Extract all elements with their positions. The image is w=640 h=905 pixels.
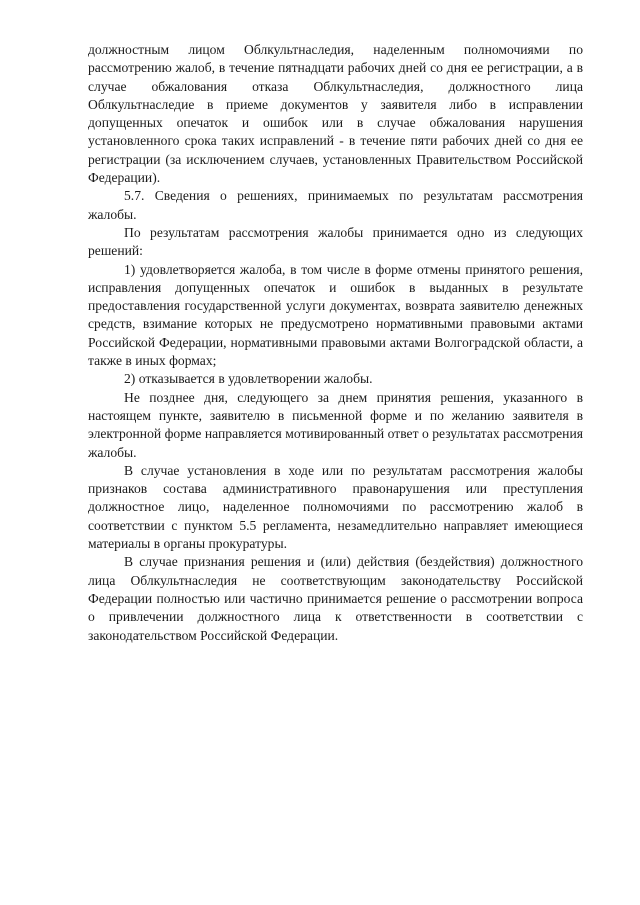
paragraph-liability: В случае признания решения и (или) действия (бездействия) должностного лица Облкультнаследия не соответствующим законодательству Российской Федерации полностью или частично принимается решение о рассмотрении вопроса о привлечении должностного лица к ответственности в соответствии с законодательством Российской Федерации. xyxy=(88,554,583,643)
document-page xyxy=(88,41,583,645)
paragraph-decision-1: 1) удовлетворяется жалоба, в том числе в форме отмены принятого решения, исправления допущенных опечаток и ошибок в выданных в результате предоставления государственной услуги документах, возврата заявителю денежных средств, взимание которых не предусмотрено нормативными правовыми актами Российской Федерации, нормативными правовыми актами Волгоградской области, а также в иных формах; xyxy=(88,261,583,369)
paragraph-decisions-intro: По результатам рассмотрения жалобы принимается одно из следующих решений: xyxy=(88,224,583,259)
paragraph-decision-2: 2) отказывается в удовлетворении жалобы. xyxy=(124,371,373,387)
paragraph-continuation: должностным лицом Облкультнаследия, наделенным полномочиями по рассмотрению жалоб, в течение пятнадцати рабочих дней со дня ее регистрации, а в случае обжалования отказа Облкультнаследия, должностного лица Облкультнаследие в приеме документов у заявителя либо в исправлении допущенных опечаток и ошибок или в случае обжалования нарушения установленного срока таких исправлений - в течение пяти рабочих дней со дня ее регистрации (за исключением случаев, установленных Правительством Российской Федерации). xyxy=(88,42,583,186)
paragraph-section-heading: 5.7. Сведения о решениях, принимаемых по результатам рассмотрения жалобы. xyxy=(88,188,583,222)
paragraph-offense-signs: В случае установления в ходе или по результатам рассмотрения жалобы признаков состава административного правонарушения или преступления должностное лицо, наделенное полномочиями по рассмотрению жалоб в соответствии с пунктом 5.5 регламента, незамедлительно направляет имеющиеся материалы в органы прокуратуры. xyxy=(88,462,583,552)
paragraph-response-deadline: Не позднее дня, следующего за днем принятия решения, указанного в настоящем пункте, заявителю в письменной форме и по желанию заявителя в электронной форме направляется мотивированный ответ о результатах рассмотрения жалобы. xyxy=(88,389,583,460)
